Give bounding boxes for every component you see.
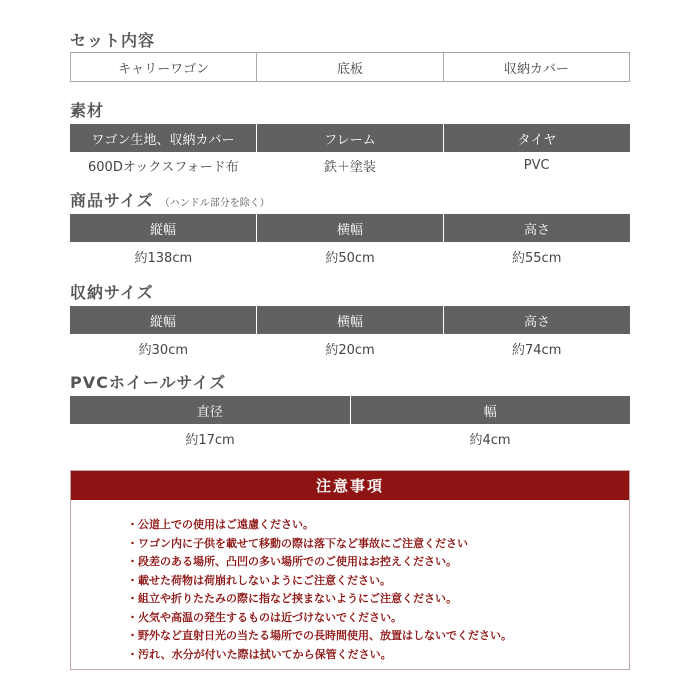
product-size-header-cell: 高さ <box>443 214 630 242</box>
storage-size-heading: 収納サイズ <box>70 283 154 302</box>
caution-item: ・ワゴン内に子供を載せて移動の際は落下など事故にご注意ください <box>127 536 468 550</box>
product-size-note: （ハンドル部分を除く） <box>159 198 270 209</box>
caution-item: ・載せた荷物は荷崩れしないようにご注意ください。 <box>127 573 391 587</box>
material-value-cell: PVC <box>523 157 550 173</box>
caution-item: ・野外など直射日光の当たる場所での長時間使用、放置はしないでください。 <box>127 629 512 642</box>
set-contents-heading: セット内容 <box>70 31 156 50</box>
set-item-cell: 収納カバー <box>443 53 629 81</box>
product-size-title: 商品サイズ <box>70 191 154 210</box>
wheel-size-header-cell: 幅 <box>350 396 631 424</box>
material-value-cell: 600Dオックスフォード布 <box>88 159 239 175</box>
storage-size-value-cell: 約20cm <box>325 342 375 358</box>
wheel-size-header-cell: 直径 <box>196 404 223 420</box>
caution-item: ・公道上での使用はご遠慮ください。 <box>127 518 314 531</box>
set-item-cell: 底板 <box>256 53 442 81</box>
product-size-value-row <box>70 242 630 270</box>
product-size-value-cell: 約138cm <box>134 250 193 266</box>
storage-size-header-row <box>70 306 630 334</box>
storage-size-value-cell: 約30cm <box>138 342 189 358</box>
caution-title: 注意事項 <box>71 471 629 500</box>
product-size-value-cell: 約55cm <box>512 250 562 266</box>
caution-item: ・火気や高温の発生するものは近づけないでください。 <box>127 610 402 624</box>
product-size-header-cell: 縦幅 <box>149 222 176 238</box>
wheel-size-header-row <box>70 396 630 424</box>
material-header-cell: ワゴン生地、収納カバー <box>91 132 235 148</box>
material-header-cell: タイヤ <box>443 124 630 152</box>
material-value-cell: 鉄＋塗装 <box>324 159 377 175</box>
caution-item: ・段差のある場所、凸凹の多い場所でのご使用はお控えください。 <box>127 555 457 568</box>
product-size-header-cell: 横幅 <box>256 214 443 242</box>
storage-size-header-cell: 高さ <box>443 306 630 334</box>
wheel-size-heading: PVCホイールサイズ <box>70 373 227 392</box>
storage-size-header-cell: 横幅 <box>256 306 443 334</box>
set-contents-table <box>70 52 630 82</box>
caution-item: ・汚れ、水分が付いた際は拭いてから保管ください。 <box>127 647 392 661</box>
product-size-header-row <box>70 214 630 242</box>
storage-size-value-row <box>70 334 630 362</box>
material-value-row <box>70 152 630 178</box>
set-item-cell: キャリーワゴン <box>118 61 210 77</box>
storage-size-header-cell: 縦幅 <box>149 314 176 330</box>
product-size-value-cell: 約50cm <box>325 250 375 266</box>
wheel-size-value-cell: 約17cm <box>185 432 235 448</box>
wheel-size-value-cell: 約4cm <box>469 432 511 448</box>
material-header-cell: フレーム <box>256 124 443 152</box>
wheel-size-value-row <box>70 424 630 452</box>
storage-size-value-cell: 約74cm <box>512 342 562 358</box>
material-heading: 素材 <box>70 101 105 120</box>
caution-list <box>71 500 629 664</box>
caution-item: ・組立や折りたたみの際に指など挟まないようにご注意ください。 <box>127 592 457 605</box>
material-header-row <box>70 124 630 152</box>
caution-box <box>70 470 630 670</box>
product-size-heading <box>70 188 270 211</box>
